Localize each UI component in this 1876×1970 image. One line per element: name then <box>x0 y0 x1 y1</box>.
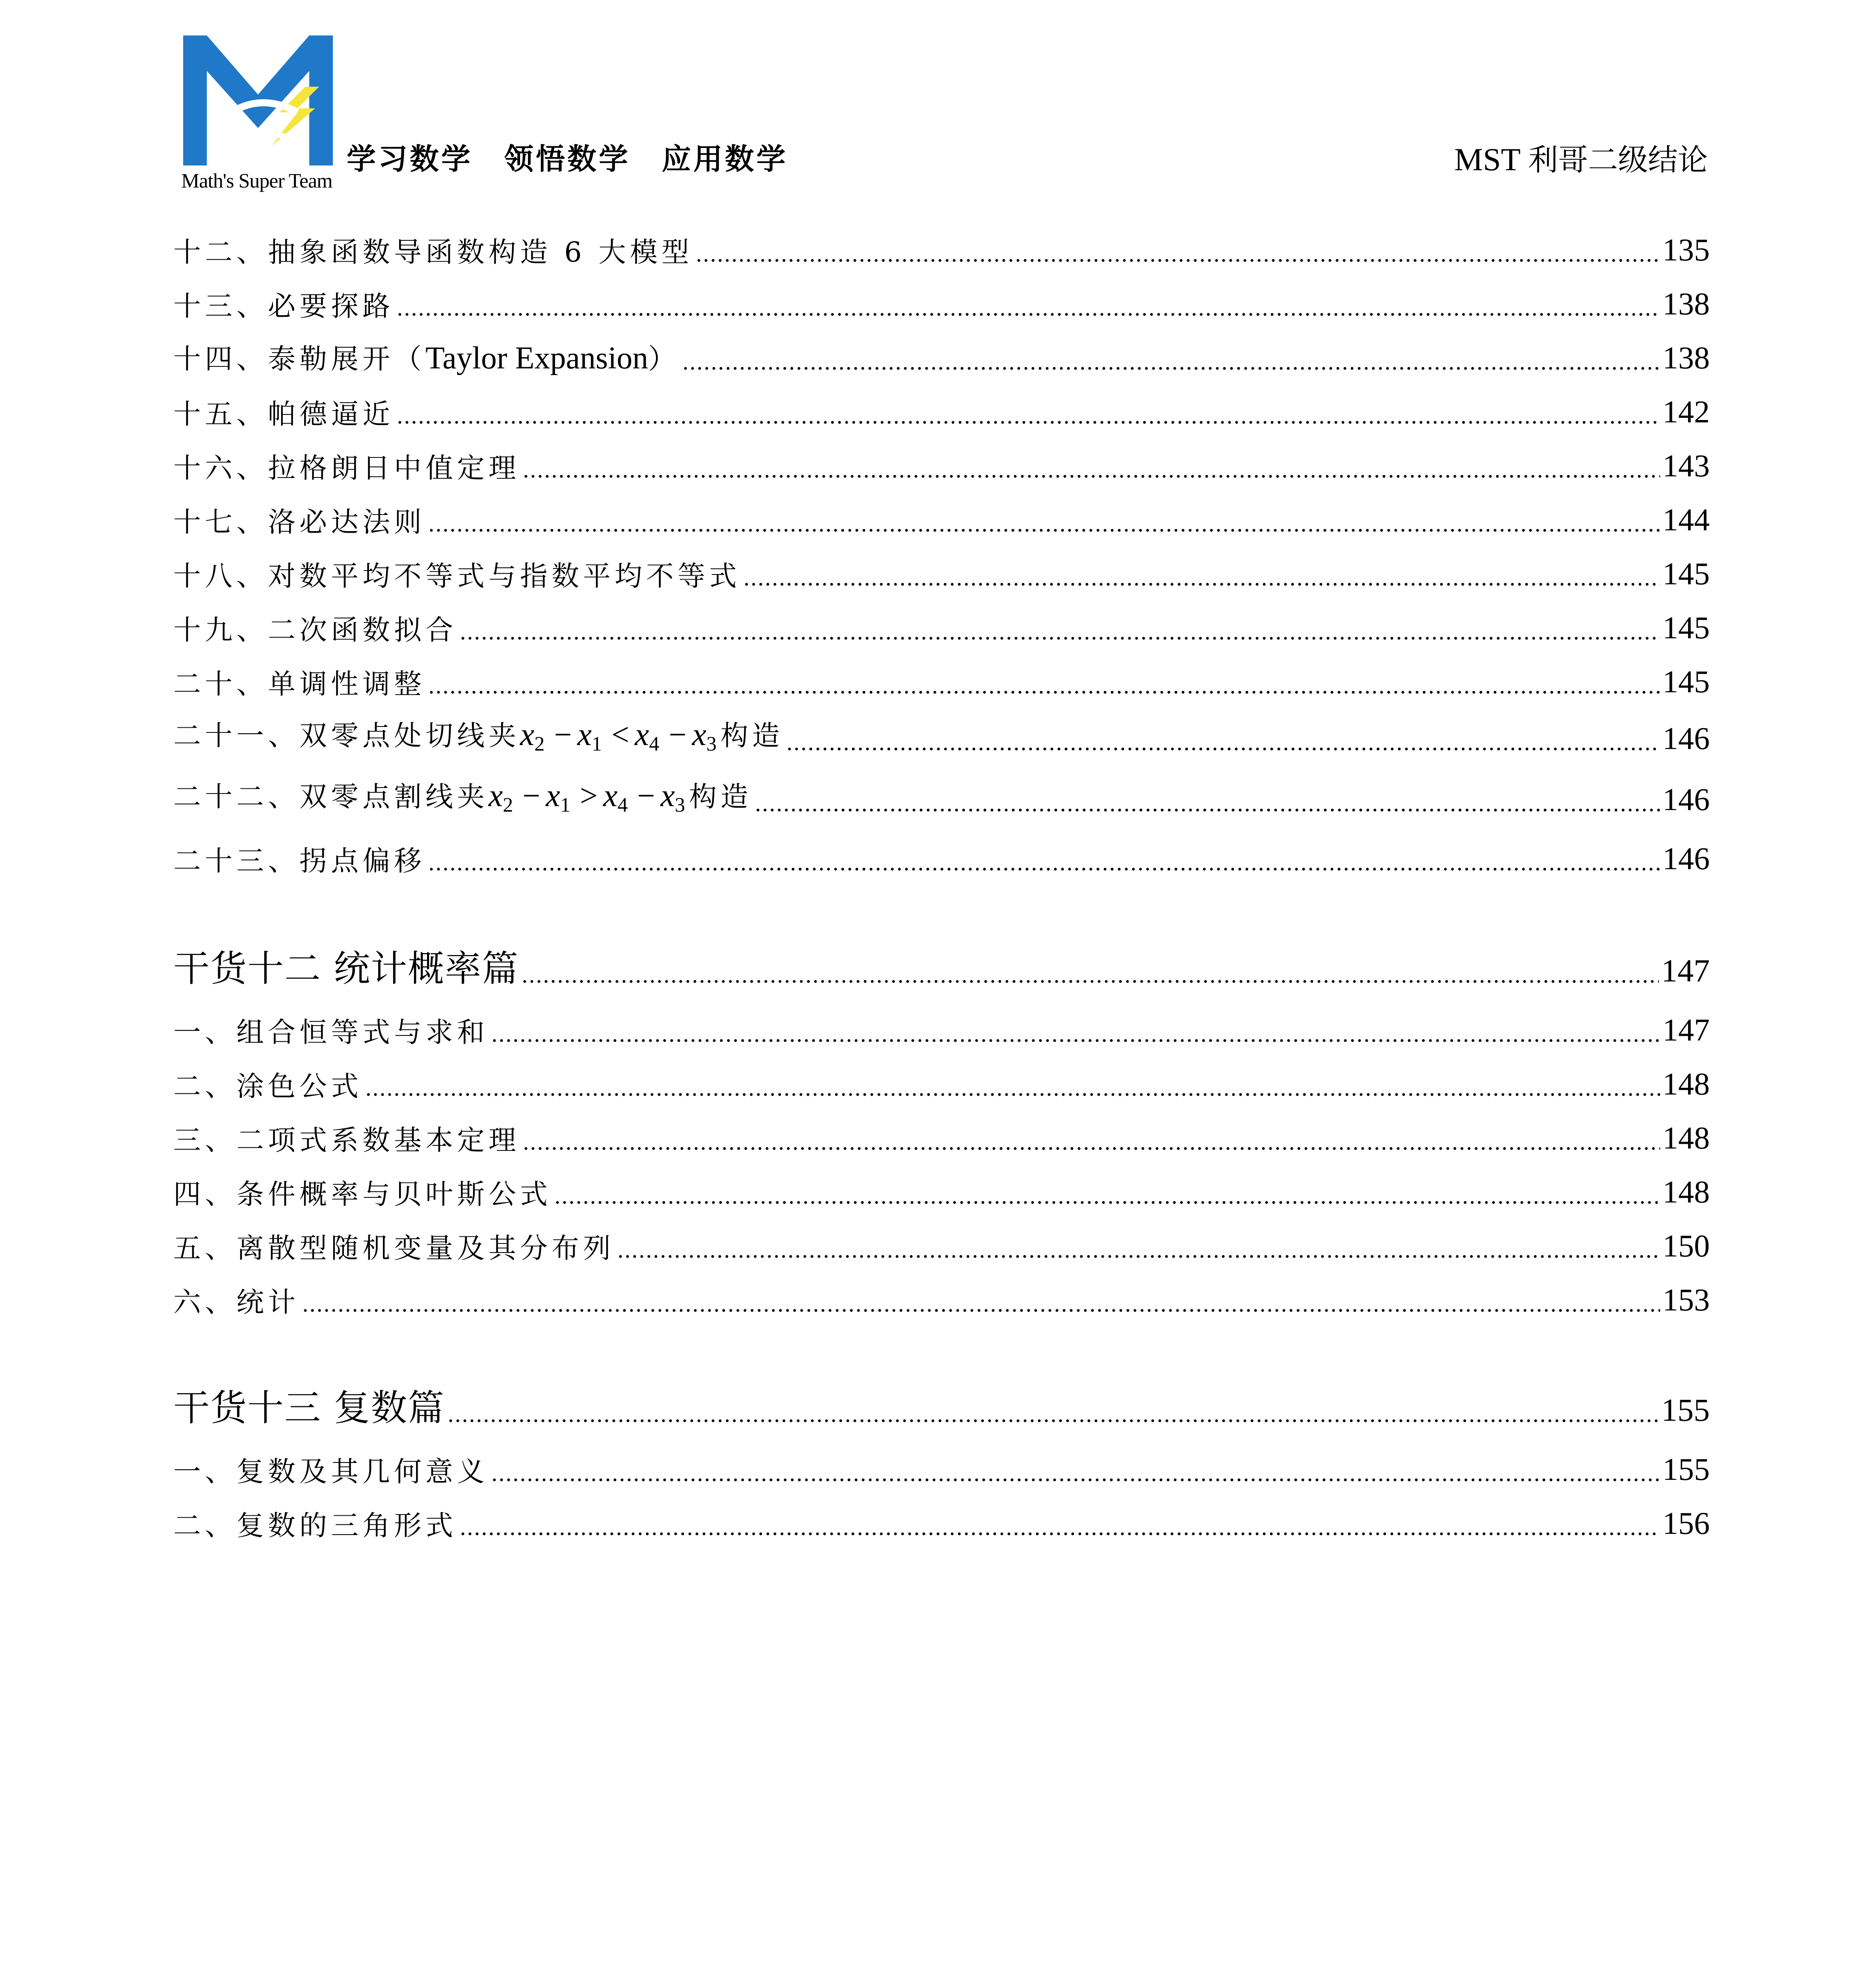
toc-entry-title: 一、组合恒等式与求和 <box>173 1016 489 1048</box>
toc-entry-title-latin: Taylor Expansion <box>425 341 648 375</box>
toc-entry-page: 138 <box>1662 341 1710 375</box>
toc-leader-dots <box>786 720 1660 751</box>
toc-entry[interactable] <box>173 381 1710 428</box>
toc-entry[interactable] <box>173 1215 1710 1262</box>
toc-entry-page: 150 <box>1662 1229 1710 1264</box>
toc-entry-title: 二十、单调性调整 <box>173 668 425 700</box>
toc-entry-page: 145 <box>1662 557 1710 591</box>
toc-entry[interactable] <box>173 1269 1710 1316</box>
toc-leader-dots <box>428 663 1660 695</box>
toc-leader-dots <box>396 285 1660 317</box>
toc-entry-title-post: 构造 <box>721 719 784 752</box>
toc-chapter-page: 147 <box>1661 953 1710 989</box>
toc-entry-title-pre: 二十二、双零点割线夹 <box>173 781 489 813</box>
header-book-title-cn: 利哥二级结论 <box>1528 142 1708 177</box>
toc-entry-title: 十八、对数平均不等式与指数平均不等式 <box>173 560 741 592</box>
toc-entry-page: 147 <box>1662 1013 1710 1048</box>
mst-logo <box>179 28 337 193</box>
toc-leader-dots <box>521 952 1659 984</box>
toc-entry-page: 143 <box>1662 449 1710 483</box>
toc-entry-page: 135 <box>1662 233 1710 268</box>
toc-entry[interactable] <box>173 650 1710 698</box>
toc-leader-dots <box>459 609 1660 641</box>
toc-entry[interactable] <box>173 327 1710 374</box>
toc-entry-page: 138 <box>1662 287 1710 322</box>
toc-chapter-page: 155 <box>1661 1392 1710 1428</box>
logo-caption: Math's Super Team <box>181 170 332 192</box>
toc-entry-title: 二十三、拐点偏移 <box>173 845 425 877</box>
toc-leader-dots <box>302 1281 1660 1313</box>
toc-entry-page: 156 <box>1662 1506 1710 1541</box>
toc-entry-title-pre: 二十一、双零点处切线夹 <box>173 719 520 752</box>
toc-entry-page: 148 <box>1662 1121 1710 1156</box>
toc-chapter-title: 干货十二 统计概率篇 <box>173 948 519 990</box>
toc-entry-title: 二、涂色公式 <box>173 1070 362 1102</box>
toc-entry-page: 145 <box>1662 665 1710 699</box>
header-slogan: 学习数学 领悟数学 应用数学 <box>347 142 788 176</box>
toc-entry-page: 142 <box>1662 395 1710 429</box>
toc-leader-dots <box>554 1173 1660 1205</box>
header-book-title-latin: MST <box>1454 141 1528 177</box>
toc-entry-page: 146 <box>1662 721 1710 756</box>
toc-leader-dots <box>428 501 1660 533</box>
toc-leader-dots <box>428 840 1660 872</box>
toc-entry-title-end: ） <box>648 343 680 375</box>
toc-leader-dots <box>617 1227 1660 1259</box>
toc-entry-title-post: 构造 <box>689 781 752 813</box>
toc-leader-dots <box>682 339 1660 371</box>
toc-entry[interactable] <box>173 1492 1710 1542</box>
toc-entry-page: 148 <box>1662 1175 1710 1210</box>
math-expression: $x_2 - x_1 < x_4 - x_3$ <box>520 716 721 755</box>
toc-leader-dots <box>491 1011 1660 1043</box>
toc-entry[interactable] <box>173 768 1710 816</box>
toc-entry[interactable] <box>173 219 1710 266</box>
toc-leader-dots <box>695 231 1660 263</box>
toc-entry[interactable] <box>173 273 1710 320</box>
toc-leader-dots <box>396 393 1660 425</box>
toc-chapter[interactable] <box>173 1379 1710 1429</box>
toc-entry[interactable] <box>173 597 1710 644</box>
toc-entry[interactable] <box>173 827 1710 875</box>
toc-entry-page: 146 <box>1662 782 1710 817</box>
toc-entry[interactable] <box>173 1161 1710 1208</box>
toc-chapter[interactable] <box>173 940 1710 990</box>
toc-entry-title: 四、条件概率与贝叶斯公式 <box>173 1178 552 1210</box>
header-book-title <box>1454 136 1708 179</box>
toc-entry-page: 144 <box>1662 503 1710 537</box>
toc-entry[interactable] <box>173 543 1710 590</box>
toc-entry[interactable] <box>173 435 1710 482</box>
toc-chapter-title: 干货十三 复数篇 <box>173 1387 445 1429</box>
toc-entry-title <box>173 342 680 374</box>
toc-entry-title <box>173 718 784 755</box>
toc-leader-dots <box>754 781 1660 812</box>
toc-entry-title: 十五、帕德逼近 <box>173 398 394 430</box>
toc-entry-title: 十九、二次函数拟合 <box>173 614 457 646</box>
toc-leader-dots <box>522 447 1660 479</box>
math-expression: $x_2 - x_1 > x_4 - x_3$ <box>489 777 689 816</box>
toc-entry-title: 三、二项式系数基本定理 <box>173 1124 520 1156</box>
toc-leader-dots <box>522 1119 1660 1151</box>
toc-entry[interactable] <box>173 489 1710 536</box>
toc-leader-dots <box>447 1392 1659 1423</box>
toc-entry-title: 五、离散型随机变量及其分布列 <box>173 1232 615 1264</box>
toc-entry-title: 二、复数的三角形式 <box>173 1509 457 1542</box>
toc-entry-page: 153 <box>1662 1283 1710 1318</box>
toc-entry-page: 155 <box>1662 1452 1710 1487</box>
toc-entry[interactable] <box>173 1107 1710 1154</box>
toc-leader-dots <box>365 1065 1660 1097</box>
toc-entry[interactable] <box>173 999 1710 1046</box>
toc-entry[interactable] <box>173 1438 1710 1488</box>
toc-entry-title-cn: 十四、泰勒展开（ <box>173 343 425 375</box>
toc-entry-title: 一、复数及其几何意义 <box>173 1455 489 1488</box>
toc-leader-dots <box>743 555 1660 587</box>
toc-entry-title: 六、统计 <box>173 1286 299 1318</box>
toc-entry-title: 十二、抽象函数导函数构造 6 大模型 <box>173 236 693 268</box>
toc-entry[interactable] <box>173 707 1710 755</box>
mst-logo-mark <box>179 28 337 169</box>
toc-entry-page: 145 <box>1662 611 1710 645</box>
toc-entry-page: 148 <box>1662 1067 1710 1102</box>
toc-entry-title: 十六、拉格朗日中值定理 <box>173 452 520 484</box>
toc-entry-title: 十七、洛必达法则 <box>173 506 425 538</box>
toc-leader-dots <box>491 1451 1660 1482</box>
toc-leader-dots <box>459 1505 1660 1536</box>
toc-entry-title <box>173 779 752 816</box>
toc-entry[interactable] <box>173 1053 1710 1100</box>
toc-entry-page: 146 <box>1662 842 1710 876</box>
toc-entry-title: 十三、必要探路 <box>173 290 394 322</box>
